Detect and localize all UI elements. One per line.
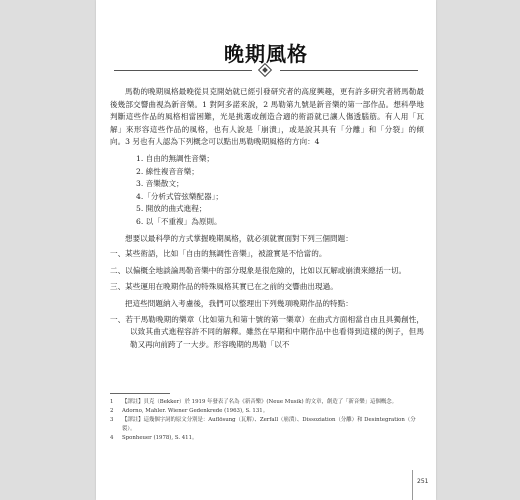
problems-intro: 想要以最科學的方式掌握晚期風格，就必須就實面對下列三個問題： [125,233,353,243]
body-text [110,86,424,355]
page-number-rule [412,470,413,500]
issue-item: 一、某些術語，比如「自由的無調性音樂」，被證實是不恰當的。 [110,249,327,259]
footnote [110,398,424,406]
list-item: 1. 自由的無調性音樂； [136,153,215,163]
issue-item: 二、以偏概全地談論馬勒音樂中的部分現象是很危險的，比如以瓦解或崩潰來總括一切。 [110,265,407,275]
footnote-text: 【譯註】貝克（Bekker）於 1919 年發表了名為《新音樂》(Neue Musik) 的文章，創造了「新音樂」這個概念。 [122,399,398,405]
footnote-rule [110,393,170,394]
ornament-line-right [280,70,418,71]
diamond-icon [258,63,272,77]
list-item: 3. 音樂散文； [136,179,184,189]
chapter-title: 晚期風格 [224,42,308,66]
features-intro: 把這些問題納入考慮後，我們可以整理出下列幾項晚期作品的特點： [125,298,353,308]
concept-list [136,153,424,229]
list-item: 4.「分析式管弦樂配器」； [136,191,223,201]
title-ornament [114,64,418,78]
page-number-box [412,470,436,500]
book-page [96,0,436,500]
footnote [110,434,424,442]
footnote-number: 4 [110,434,114,441]
ornament-line-left [114,70,252,71]
list-item: 2. 線性複音音樂； [136,166,199,176]
footnote-number: 2 [110,408,114,415]
footnote [110,416,424,432]
list-item: 5. 開放的曲式進程； [136,204,207,214]
feature-item: 一、若干馬勒晚期的樂章（比如第九和第十號的第一樂章）在曲式方面相當自由且具獨創性，以致其曲式進程容許不同的解釋。雖然在早期和中期作品中也看得到這樣的例子，但馬勒又再向前跨了一大步。形容晚期的馬勒「以不 [110,314,424,349]
footnote-text: 【譯註】這幾個字詞的原文分別是：Auflösung（瓦解）、Zerfall（崩潰）、Dissoziation（分離）和 Desintegration（分裂）。 [122,417,416,432]
intro-paragraph: 馬勒的晚期風格最晚從貝克開始就已經引發研究者的高度興趣，更有許多研究者將馬勒最後幾部交響曲視為新音樂。1 對阿多諾來說，2 馬勒第九號是新音樂的第一部作品。想科學地判斷這些作品的風格相當困難，光是挑選或創造合適的術語就已讓人傷透腦筋。有人用「瓦解」來形容這些作品的風格，也有人說是「崩潰」，或是說其具有「分離」和「分裂」的傾向。3 另也有人認為下列概念可以點出馬勒晚期風格的方向：4 [110,87,424,147]
footnotes [110,398,424,443]
footnote-number: 1 [110,399,114,405]
footnote-text: Adorno, Mahler. Wiener Gedenkrede (1963), S. 131。 [122,408,269,415]
footnote-number: 3 [110,417,114,424]
list-item: 6. 以「不重複」為原則。 [136,216,222,226]
footnote [110,407,424,415]
footnote-text: Sponheuer (1978), S. 411。 [122,434,198,441]
page-number: 251 [417,478,429,485]
issue-item: 三、某些運用在晚期作品的特殊風格其實已在之前的交響曲出現過。 [110,282,338,292]
